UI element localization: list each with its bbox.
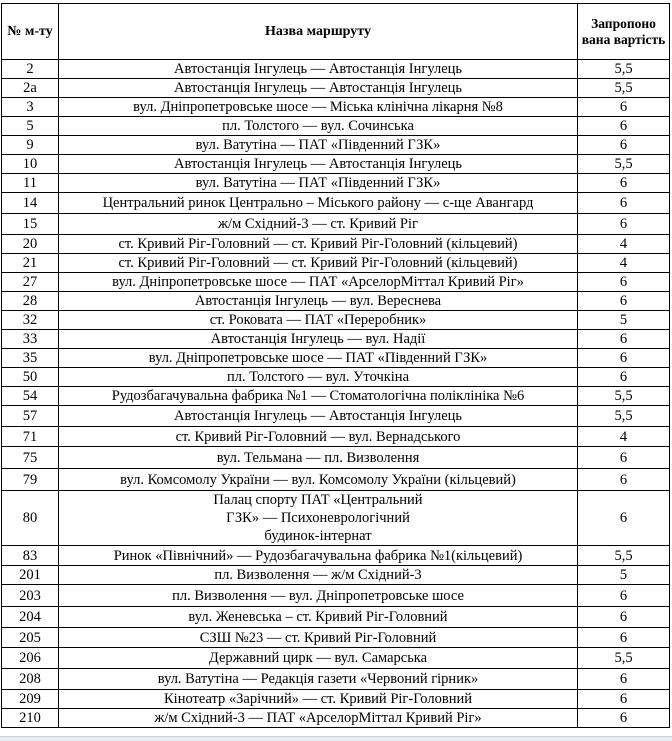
route-name-cell: Центральний ринок Центрально – Міського району — с-ще Авангард: [59, 193, 578, 214]
route-name-cell: Автостанція Інгулець — Автостанція Інгулець: [59, 79, 578, 98]
table-row: [2, 628, 670, 648]
route-name-cell: Автостанція Інгулець — вул. Вереснева: [59, 292, 578, 311]
header-route-name: Назва маршруту: [59, 4, 578, 60]
table-row: [2, 60, 670, 79]
header-row: [2, 4, 670, 60]
route-price-cell: 6: [578, 607, 670, 628]
route-number-cell: 50: [2, 368, 59, 387]
route-name-cell: СЗШ №23 — ст. Кривий Ріг-Головний: [59, 628, 578, 648]
route-name-cell: ст. Кривий Ріг-Головний — ст. Кривий Ріг-Головний (кільцевий): [59, 235, 578, 254]
route-price-cell: 6: [578, 292, 670, 311]
route-number-cell: 14: [2, 193, 59, 214]
route-price-cell: 6: [578, 193, 670, 214]
route-name-cell: Автостанція Інгулець — Автостанція Інгулець: [59, 406, 578, 427]
route-price-cell: 6: [578, 709, 670, 728]
table-row: [2, 669, 670, 690]
route-number-cell: 32: [2, 311, 59, 330]
route-name-cell: Палац спорту ПАТ «Центральний ГЗК» — Психоневрологічний будинок-інтернат: [59, 491, 578, 546]
route-price-cell: 5,5: [578, 648, 670, 669]
route-price-cell: 5,5: [578, 546, 670, 566]
route-number-cell: 20: [2, 235, 59, 254]
route-name-cell: пл. Визволення — вул. Дніпропетровське шосе: [59, 585, 578, 607]
route-number-cell: 5: [2, 117, 59, 136]
table-row: [2, 174, 670, 193]
table-row: [2, 709, 670, 728]
route-number-cell: 11: [2, 174, 59, 193]
table-row: [2, 214, 670, 235]
table-row: [2, 155, 670, 174]
route-number-cell: 204: [2, 607, 59, 628]
route-number-cell: 28: [2, 292, 59, 311]
route-name-cell: Ринок «Північний» — Рудозбагачувальна фабрика №1(кільцевий): [59, 546, 578, 566]
route-price-cell: 6: [578, 98, 670, 117]
route-name-cell: Рудозбагачувальна фабрика №1 — Стоматологічна поліклініка №6: [59, 387, 578, 406]
table-row: [2, 585, 670, 607]
route-number-cell: 21: [2, 254, 59, 273]
table-row: [2, 491, 670, 546]
table-row: [2, 79, 670, 98]
route-price-cell: 6: [578, 690, 670, 709]
route-name-cell: ст. Кривий Ріг-Головний — ст. Кривий Ріг-Головний (кільцевий): [59, 254, 578, 273]
route-number-cell: 33: [2, 330, 59, 349]
route-price-cell: 6: [578, 585, 670, 607]
table-row: [2, 311, 670, 330]
route-price-cell: 6: [578, 330, 670, 349]
table-row: [2, 368, 670, 387]
route-name-cell: ст. Роковата — ПАТ «Переробник»: [59, 311, 578, 330]
route-name-cell: Автостанція Інгулець — вул. Надії: [59, 330, 578, 349]
route-number-cell: 15: [2, 214, 59, 235]
routes-table: [1, 3, 670, 728]
route-number-cell: 205: [2, 628, 59, 648]
route-name-cell: ст. Кривий Ріг-Головний — вул. Вернадського: [59, 427, 578, 447]
table-row: [2, 607, 670, 628]
route-price-cell: 6: [578, 273, 670, 292]
table-row: [2, 136, 670, 155]
route-name-cell: ж/м Східний-3 — ПАТ «АрселорМіттал Кривий Ріг»: [59, 709, 578, 728]
table-row: [2, 566, 670, 585]
route-number-cell: 71: [2, 427, 59, 447]
route-price-cell: 6: [578, 491, 670, 546]
route-price-cell: 6: [578, 214, 670, 235]
table-row: [2, 273, 670, 292]
route-name-cell: вул. Ватутіна — Редакція газети «Червоний гірник»: [59, 669, 578, 690]
table-row: [2, 235, 670, 254]
header-proposed-price: Запропоно вана вартість: [578, 4, 670, 60]
table-row: [2, 648, 670, 669]
route-price-cell: 4: [578, 235, 670, 254]
table-row: [2, 447, 670, 469]
route-number-cell: 80: [2, 491, 59, 546]
route-price-cell: 6: [578, 447, 670, 469]
bottom-scroll-bar: [0, 736, 672, 741]
route-price-cell: 6: [578, 628, 670, 648]
route-name-cell: ж/м Східний-3 — ст. Кривий Ріг: [59, 214, 578, 235]
route-name-cell: Державний цирк — вул. Самарська: [59, 648, 578, 669]
route-price-cell: 6: [578, 136, 670, 155]
route-number-cell: 83: [2, 546, 59, 566]
route-name-cell: вул. Комсомолу України — вул. Комсомолу України (кільцевий): [59, 469, 578, 491]
table-row: [2, 117, 670, 136]
route-name-cell: пл. Толстого — вул. Уточкіна: [59, 368, 578, 387]
route-number-cell: 54: [2, 387, 59, 406]
table-row: [2, 387, 670, 406]
route-price-cell: 5,5: [578, 155, 670, 174]
route-price-cell: 5: [578, 566, 670, 585]
table-row: [2, 98, 670, 117]
table-row: [2, 469, 670, 491]
route-number-cell: 3: [2, 98, 59, 117]
table-row: [2, 349, 670, 368]
route-number-cell: 208: [2, 669, 59, 690]
route-number-cell: 35: [2, 349, 59, 368]
route-name-cell: вул. Дніпропетровське шосе — Міська клінічна лікарня №8: [59, 98, 578, 117]
route-name-cell: Кінотеатр «Зарічний» — ст. Кривий Ріг-Головний: [59, 690, 578, 709]
route-name-cell: вул. Дніпропетровське шосе — ПАТ «АрселорМіттал Кривий Ріг»: [59, 273, 578, 292]
route-number-cell: 210: [2, 709, 59, 728]
route-number-cell: 79: [2, 469, 59, 491]
route-number-cell: 201: [2, 566, 59, 585]
route-name-cell: Автостанція Інгулець — Автостанція Інгулець: [59, 60, 578, 79]
header-route-number: № м-ту: [2, 4, 59, 60]
route-price-cell: 5,5: [578, 406, 670, 427]
route-price-cell: 4: [578, 254, 670, 273]
route-number-cell: 10: [2, 155, 59, 174]
table-row: [2, 254, 670, 273]
route-price-cell: 6: [578, 469, 670, 491]
table-row: [2, 406, 670, 427]
route-price-cell: 6: [578, 368, 670, 387]
table-row: [2, 330, 670, 349]
route-number-cell: 2: [2, 60, 59, 79]
route-name-cell: пл. Визволення — ж/м Східний-3: [59, 566, 578, 585]
route-price-cell: 5,5: [578, 387, 670, 406]
route-name-cell: пл. Толстого — вул. Сочинська: [59, 117, 578, 136]
route-price-cell: 6: [578, 117, 670, 136]
route-name-cell: вул. Женевська – ст. Кривий Ріг-Головний: [59, 607, 578, 628]
route-number-cell: 209: [2, 690, 59, 709]
route-number-cell: 9: [2, 136, 59, 155]
route-number-cell: 206: [2, 648, 59, 669]
route-price-cell: 5: [578, 311, 670, 330]
route-name-cell: вул. Ватутіна — ПАТ «Південний ГЗК»: [59, 174, 578, 193]
route-price-cell: 5,5: [578, 79, 670, 98]
route-number-cell: 2а: [2, 79, 59, 98]
route-price-cell: 5,5: [578, 60, 670, 79]
table-body: [2, 60, 670, 728]
route-name-cell: Автостанція Інгулець — Автостанція Інгулець: [59, 155, 578, 174]
route-number-cell: 57: [2, 406, 59, 427]
route-price-cell: 6: [578, 669, 670, 690]
route-price-cell: 6: [578, 174, 670, 193]
route-price-cell: 6: [578, 349, 670, 368]
route-number-cell: 75: [2, 447, 59, 469]
route-name-cell: вул. Тельмана — пл. Визволення: [59, 447, 578, 469]
table-row: [2, 193, 670, 214]
table-row: [2, 427, 670, 447]
table-row: [2, 690, 670, 709]
route-name-cell: вул. Дніпропетровське шосе — ПАТ «Південний ГЗК»: [59, 349, 578, 368]
table-row: [2, 546, 670, 566]
route-number-cell: 27: [2, 273, 59, 292]
route-number-cell: 203: [2, 585, 59, 607]
route-name-cell: вул. Ватутіна — ПАТ «Південний ГЗК»: [59, 136, 578, 155]
route-price-cell: 4: [578, 427, 670, 447]
table-row: [2, 292, 670, 311]
